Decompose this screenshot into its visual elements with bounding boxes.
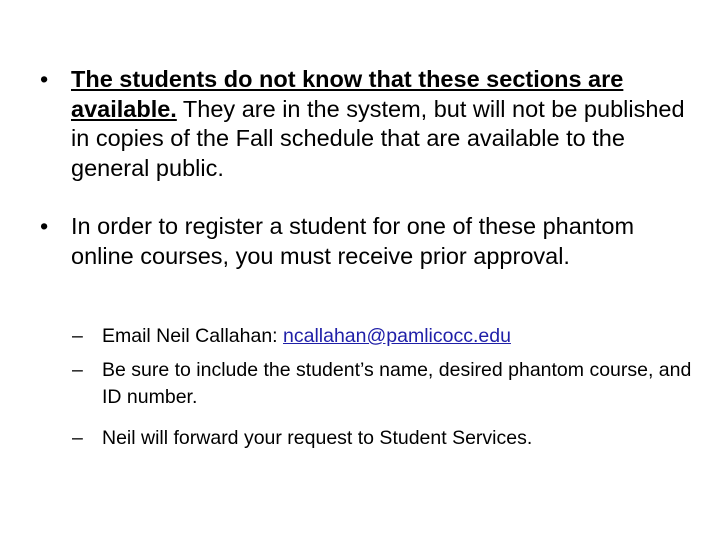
emphasized-lead: The students do not know that these sections are available. (71, 66, 624, 122)
bullet-item-prior-approval (40, 212, 690, 271)
email-link[interactable]: ncallahan@pamlicocc.edu (283, 325, 511, 347)
dash-glyph: – (72, 427, 83, 449)
bullet-text: In order to register a student for one of these phantom online courses, you must receive prior approval. (71, 213, 635, 269)
sub-bullet-email (72, 323, 692, 350)
dash-glyph: – (72, 359, 83, 381)
bullet-rest-text: They are in the system, but will not be published in copies of the Fall schedule that are available to the general public. (71, 95, 685, 181)
bullet-glyph: • (40, 213, 49, 239)
sub-bullet-text: Be sure to include the student’s name, desired phantom course, and ID number. (102, 359, 692, 408)
sub-bullet-include-info (72, 357, 692, 411)
sub-bullet-text (102, 323, 692, 350)
bullet-text (71, 65, 690, 183)
email-prefix: Email Neil Callahan: (102, 325, 283, 347)
sub-bullet-forward (72, 425, 692, 452)
bullet-glyph: • (40, 66, 49, 92)
sub-bullet-text: Neil will forward your request to Student Services. (102, 427, 533, 449)
dash-glyph: – (72, 325, 83, 347)
bullet-item-sections-unknown (40, 65, 690, 183)
